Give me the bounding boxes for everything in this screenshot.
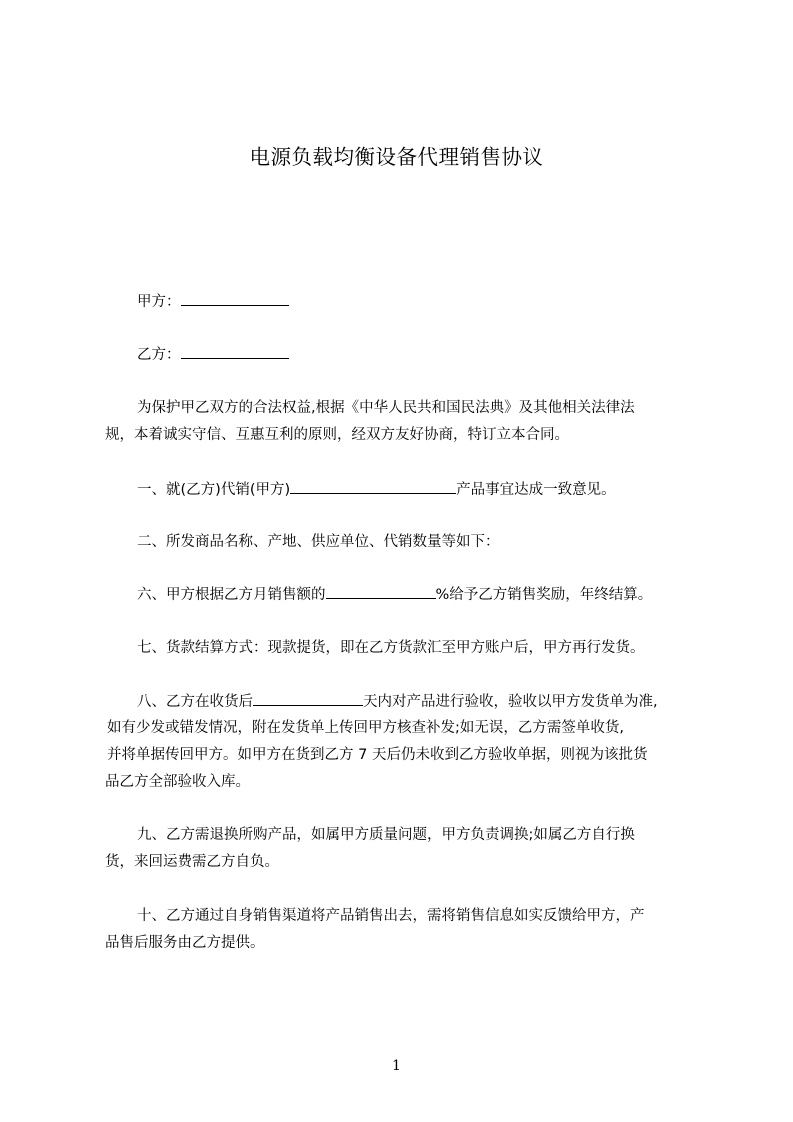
clause-7: 七、货款结算方式：现款提货，即在乙方货款汇至甲方账户后，甲方再行发货。 [137, 640, 645, 656]
party-b-line [137, 344, 289, 365]
clause-9-line-2: 货，来回运费需乙方自负。 [105, 854, 279, 870]
clause-8-line-1 [137, 691, 658, 712]
preamble-line-2: 规，本着诚实守信、互惠互利的原则，经双方友好协商，特订立本合同。 [105, 427, 569, 443]
clause-6-blank [326, 584, 436, 599]
party-b-label: 乙方： [137, 347, 181, 363]
document-title: 电源负载均衡设备代理销售协议 [249, 145, 544, 169]
party-a-blank [181, 291, 289, 306]
clause-1-blank [290, 479, 456, 494]
party-b-blank [181, 344, 289, 359]
party-a-label: 甲方： [137, 294, 181, 310]
clause-8-before: 八、乙方在收货后 [137, 694, 253, 710]
party-a-line [137, 291, 289, 312]
clause-8-line-3: 并将单据传回甲方。如甲方在货到乙方 7 天后仍未收到乙方验收单据，则视为该批货 [107, 747, 648, 763]
clause-1-before: 一、就(乙方)代销(甲方) [137, 482, 291, 498]
clause-6-after: %给予乙方销售奖励，年终结算。 [435, 587, 653, 603]
clause-2: 二、所发商品名称、产地、供应单位、代销数量等如下： [137, 534, 500, 550]
preamble-line-1: 为保护甲乙双方的合法权益,根据《中华人民共和国民法典》及其他相关法律法 [137, 400, 635, 416]
clause-8-line-2: 如有少发或错发情况，附在发货单上传回甲方核查补发;如无误，乙方需签单收货, [107, 720, 624, 736]
clause-8-line-4: 品乙方全部验收入库。 [105, 774, 250, 790]
clause-1 [137, 479, 616, 500]
clause-10-line-2: 品售后服务由乙方提供。 [105, 935, 265, 951]
clause-10-line-1: 十、乙方通过自身销售渠道将产品销售出去，需将销售信息如实反馈给甲方，产 [137, 908, 645, 924]
clause-6-before: 六、甲方根据乙方月销售额的 [137, 587, 326, 603]
page-number: 1 [392, 1058, 401, 1074]
clause-8-blank [253, 691, 363, 706]
clause-9-line-1: 九、乙方需退换所购产品，如属甲方质量问题，甲方负责调换;如属乙方自行换 [137, 827, 635, 843]
clause-8-after: 天内对产品进行验收，验收以甲方发货单为准, [363, 694, 658, 710]
clause-1-after: 产品事宜达成一致意见。 [456, 482, 616, 498]
clause-6 [137, 584, 652, 605]
